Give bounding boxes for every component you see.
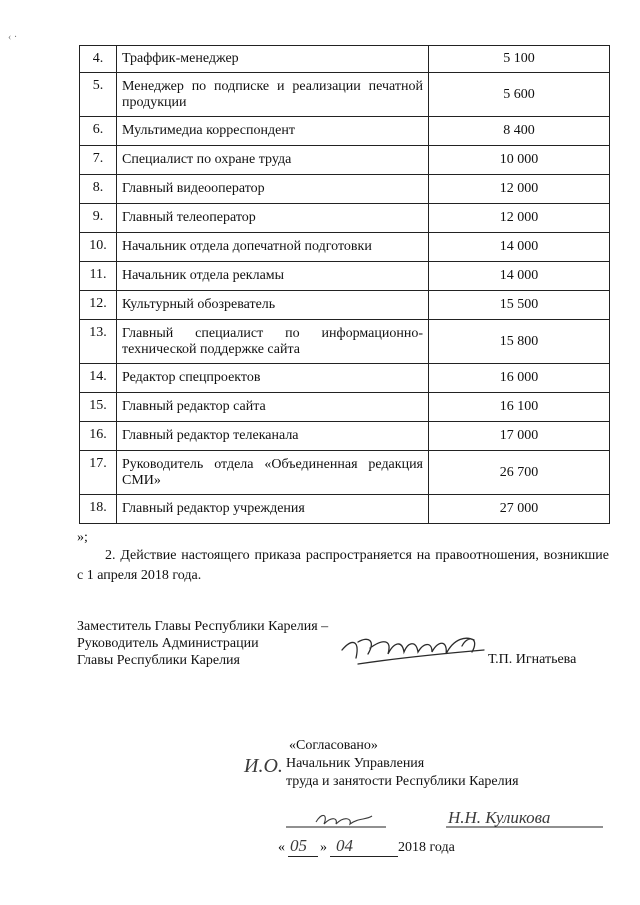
position-name: Траффик-менеджер: [117, 46, 429, 73]
salary-amount: 12 000: [429, 204, 610, 233]
table-row: [80, 46, 610, 73]
position-name: Главный редактор учреждения: [117, 495, 429, 524]
date-month-underline: [330, 856, 398, 857]
row-number: 13.: [80, 320, 117, 364]
closing-quote: »;: [77, 530, 88, 545]
row-number: 16.: [80, 422, 117, 451]
handwritten-signature: [338, 628, 488, 672]
row-number: 10.: [80, 233, 117, 262]
table-row: [80, 73, 610, 117]
salary-amount: 16 100: [429, 393, 610, 422]
position-name: Начальник отдела допечатной подготовки: [117, 233, 429, 262]
position-name: Руководитель отдела «Объединенная редакция СМИ»: [117, 451, 429, 495]
position-name: Специалист по охране труда: [117, 146, 429, 175]
row-number: 11.: [80, 262, 117, 291]
table-row: [80, 262, 610, 291]
position-name: Культурный обозреватель: [117, 291, 429, 320]
row-number: 18.: [80, 495, 117, 524]
salary-amount: 27 000: [429, 495, 610, 524]
salary-table: [79, 45, 610, 524]
date-year: 2018 года: [398, 840, 455, 855]
salary-amount: 5 100: [429, 46, 610, 73]
row-number: 14.: [80, 364, 117, 393]
position-name: Мультимедиа корреспондент: [117, 117, 429, 146]
effective-date-paragraph: 2. Действие настоящего приказа распространяется на правоотношения, возникшие с 1 апреля 2018 года.: [77, 548, 609, 583]
signer-name: Т.П. Игнатьева: [488, 652, 577, 667]
position-name: Менеджер по подписке и реализации печатной продукции: [117, 73, 429, 117]
date-day-underline: [288, 856, 318, 857]
table-row: [80, 320, 610, 364]
approval-line-1: Начальник Управления: [286, 756, 425, 771]
approval-signature-line: [286, 808, 603, 830]
svg-text:Н.Н. Куликова: Н.Н. Куликова: [448, 808, 551, 827]
date-day: 05: [290, 836, 307, 855]
table-row: [80, 364, 610, 393]
position-name: Главный редактор сайта: [117, 393, 429, 422]
row-number: 15.: [80, 393, 117, 422]
salary-amount: 5 600: [429, 73, 610, 117]
salary-amount: 26 700: [429, 451, 610, 495]
table-row: [80, 291, 610, 320]
position-name: Главный телеоператор: [117, 204, 429, 233]
table-row: [80, 204, 610, 233]
date-month: 04: [336, 836, 353, 855]
approval-block: [286, 737, 519, 791]
row-number: 6.: [80, 117, 117, 146]
salary-amount: 12 000: [429, 175, 610, 204]
table-row: [80, 393, 610, 422]
position-name: Редактор спецпроектов: [117, 364, 429, 393]
position-name: Главный редактор телеканала: [117, 422, 429, 451]
row-number: 9.: [80, 204, 117, 233]
date-open-quote: «: [278, 840, 285, 855]
salary-amount: 10 000: [429, 146, 610, 175]
salary-amount: 17 000: [429, 422, 610, 451]
table-row: [80, 451, 610, 495]
salary-amount: 14 000: [429, 233, 610, 262]
table-row: [80, 495, 610, 524]
corner-mark: ‹ ·: [8, 32, 18, 43]
row-number: 5.: [80, 73, 117, 117]
salary-amount: 8 400: [429, 117, 610, 146]
table-row: [80, 175, 610, 204]
row-number: 12.: [80, 291, 117, 320]
row-number: 8.: [80, 175, 117, 204]
approval-title: «Согласовано»: [289, 738, 378, 753]
handwritten-io-mark: [242, 752, 286, 780]
svg-text:И.О.: И.О.: [244, 755, 283, 777]
table-row: [80, 146, 610, 175]
position-name: Начальник отдела рекламы: [117, 262, 429, 291]
signer-line-2: Руководитель Администрации: [77, 636, 259, 651]
position-name: Главный видеооператор: [117, 175, 429, 204]
row-number: 4.: [80, 46, 117, 73]
date-mid-quote: »: [320, 840, 327, 855]
row-number: 17.: [80, 451, 117, 495]
signer-line-1: Заместитель Главы Республики Карелия –: [77, 619, 329, 634]
row-number: 7.: [80, 146, 117, 175]
signer-block: [77, 618, 328, 669]
approval-line-2: труда и занятости Республики Карелия: [286, 774, 519, 789]
signer-line-3: Главы Республики Карелия: [77, 653, 240, 668]
salary-amount: 15 800: [429, 320, 610, 364]
salary-amount: 14 000: [429, 262, 610, 291]
table-row: [80, 422, 610, 451]
salary-amount: 16 000: [429, 364, 610, 393]
table-row: [80, 233, 610, 262]
table-row: [80, 117, 610, 146]
position-name: Главный специалист по информационно-технической поддержке сайта: [117, 320, 429, 364]
salary-amount: 15 500: [429, 291, 610, 320]
